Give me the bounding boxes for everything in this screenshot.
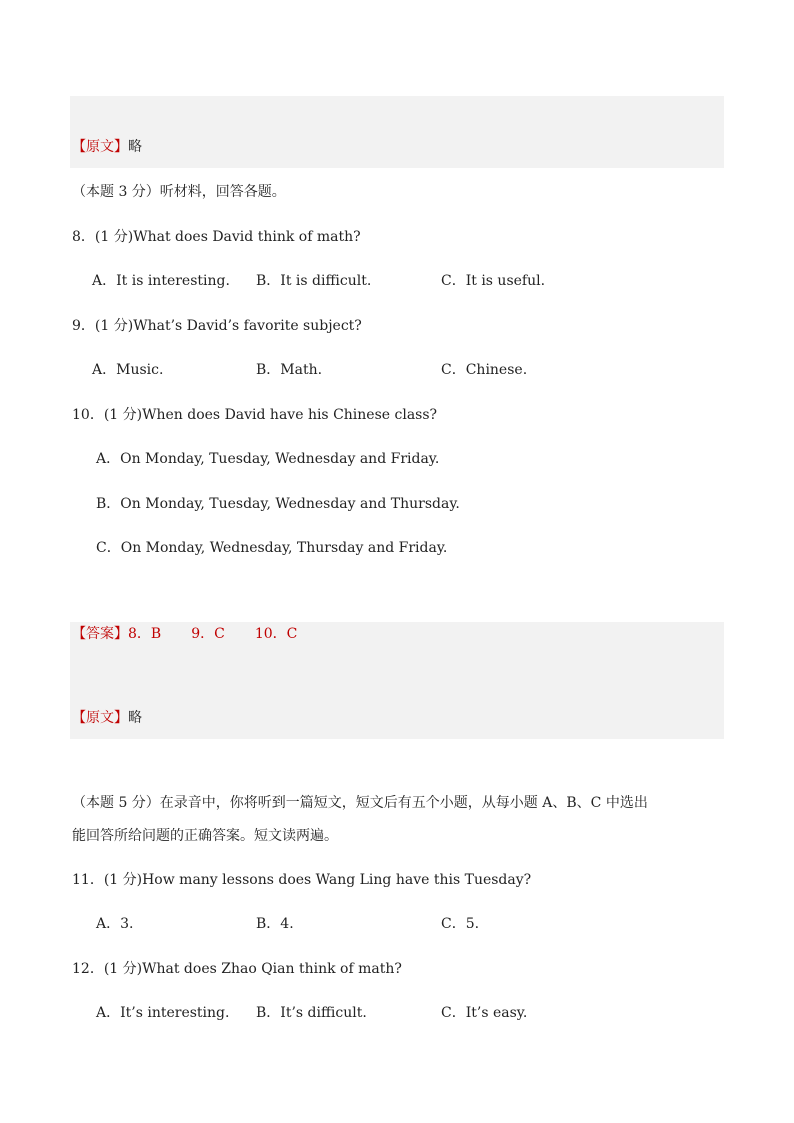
option-b: B．It is difficult. bbox=[256, 273, 372, 289]
option-b: B．4. bbox=[256, 916, 294, 932]
question-stem: 9．(1 分)What’s David’s favorite subject? bbox=[72, 318, 362, 334]
original-text-value: 略 bbox=[128, 710, 142, 726]
answer-line bbox=[72, 624, 297, 644]
original-text-label: 【原文】 bbox=[72, 710, 128, 726]
option-a: A．On Monday, Tuesday, Wednesday and Friday. bbox=[96, 451, 440, 467]
option-a: A．It is interesting. bbox=[92, 273, 230, 289]
section-intro-line-1: （本题 5 分）在录音中，你将听到一篇短文，短文后有五个小题，从每小题 A、B、C 中选出 bbox=[72, 795, 648, 811]
option-c: C．Chinese. bbox=[441, 362, 528, 378]
option-c: C．It’s easy. bbox=[441, 1005, 528, 1021]
question-stem: 10．(1 分)When does David have his Chinese class? bbox=[72, 407, 438, 423]
original-text-line bbox=[72, 137, 142, 157]
original-text-line bbox=[72, 708, 142, 728]
option-b: B．Math. bbox=[256, 362, 323, 378]
explanation-box-1 bbox=[70, 96, 724, 168]
answer-label: 【答案】 bbox=[72, 626, 128, 642]
original-text-label: 【原文】 bbox=[72, 139, 128, 155]
original-text-value: 略 bbox=[128, 139, 142, 155]
option-a: A．It’s interesting. bbox=[96, 1005, 230, 1021]
section-intro-line-2: 能回答所给问题的正确答案。短文读两遍。 bbox=[72, 828, 338, 844]
question-stem: 12．(1 分)What does Zhao Qian think of math? bbox=[72, 961, 402, 977]
explanation-box-2 bbox=[70, 622, 724, 739]
option-b: B．On Monday, Tuesday, Wednesday and Thursday. bbox=[96, 496, 460, 512]
section-intro: （本题 3 分）听材料，回答各题。 bbox=[72, 184, 286, 200]
option-c: C．5. bbox=[441, 916, 480, 932]
option-a: A．Music. bbox=[92, 362, 164, 378]
answer-9: 9．C bbox=[191, 626, 225, 642]
answer-8: 8．B bbox=[128, 626, 162, 642]
option-b: B．It’s difficult. bbox=[256, 1005, 367, 1021]
question-stem: 8．(1 分)What does David think of math? bbox=[72, 229, 361, 245]
option-c: C．On Monday, Wednesday, Thursday and Friday. bbox=[96, 540, 448, 556]
question-stem: 11．(1 分)How many lessons does Wang Ling have this Tuesday? bbox=[72, 872, 532, 888]
option-c: C．It is useful. bbox=[441, 273, 546, 289]
option-a: A．3. bbox=[96, 916, 134, 932]
answer-10: 10．C bbox=[254, 626, 298, 642]
